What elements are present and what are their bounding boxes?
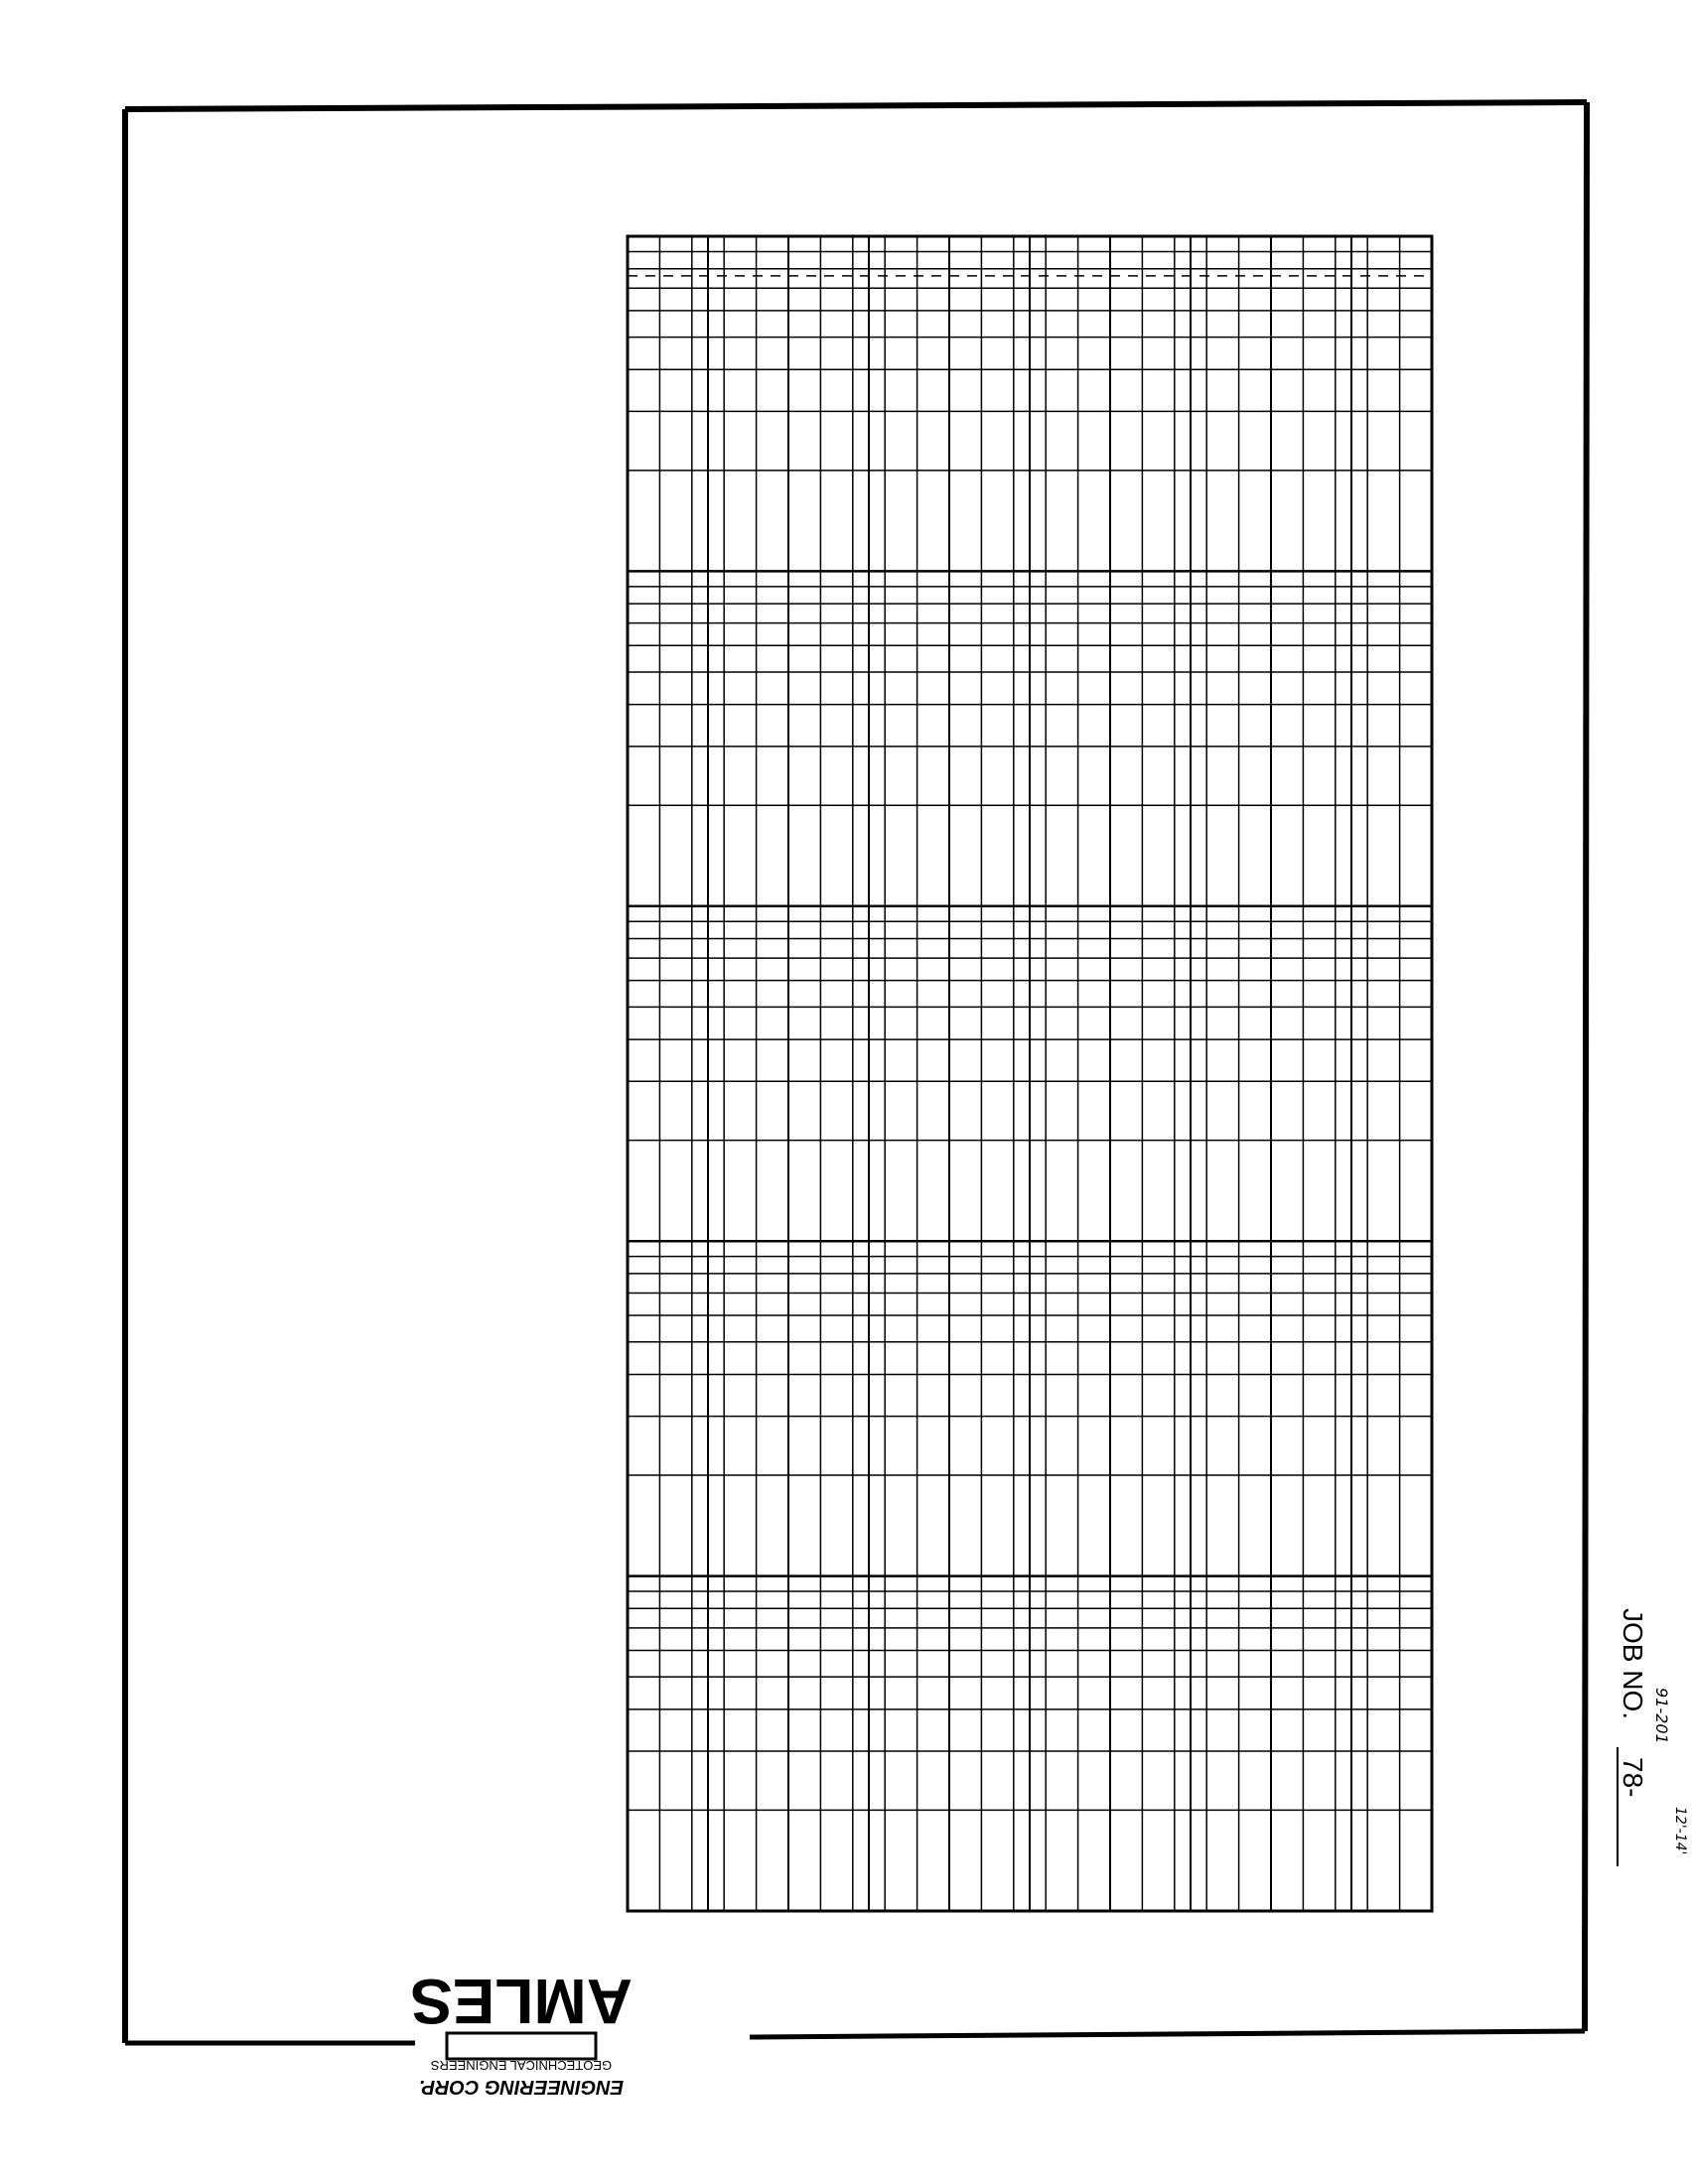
job-label: JOB NO. xyxy=(1618,1608,1648,1720)
job-value: 78- xyxy=(1618,1757,1648,1798)
grain-size-chart xyxy=(628,236,1432,1911)
margin-depth: 12'-14' xyxy=(1672,1807,1688,1855)
company-sub: GEOTECHNICAL ENGINEERS xyxy=(430,2058,613,2073)
company-block xyxy=(410,1966,633,2098)
margin-notes xyxy=(1618,1608,1688,1866)
margin-boring: 91-201 xyxy=(1652,1688,1671,1744)
company-logo: AMLES xyxy=(410,1966,633,2037)
company-name: ENGINEERING CORP. xyxy=(418,2076,625,2098)
